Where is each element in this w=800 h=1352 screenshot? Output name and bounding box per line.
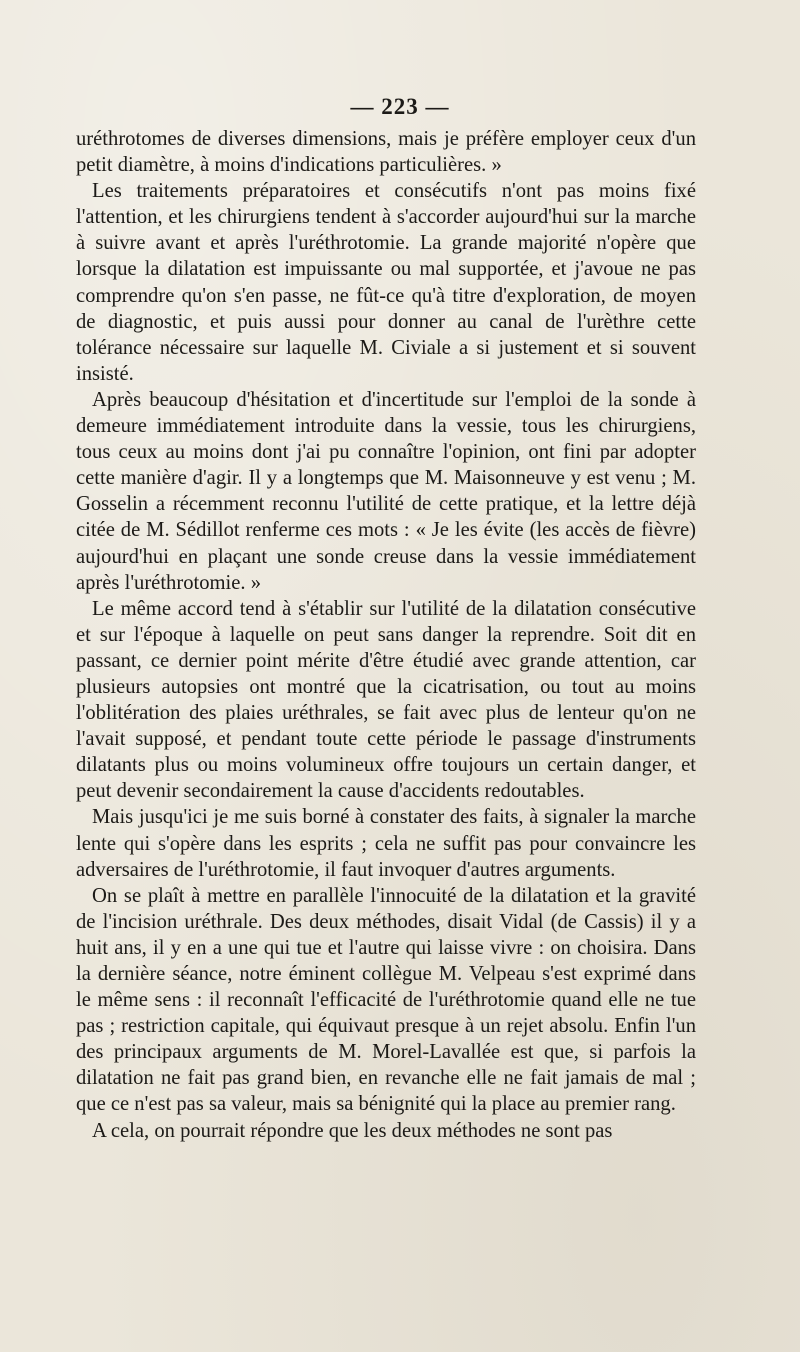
paragraph: A cela, on pourrait répondre que les deux méthodes ne sont pas — [92, 1119, 613, 1142]
paragraph: uréthrotomes de diverses dimensions, mais je préfère employer ceux d'un petit diamètre, à moins d'indications particulières. » — [76, 128, 696, 177]
paragraph: Après beaucoup d'hésitation et d'incertitude sur l'emploi de la sonde à demeure immédiatement introduite dans la vessie, tous les chirurgiens, tous ceux au moins dont j'ai pu connaître l'opinion, ont fini par adopter cette manière d'agir. Il y a longtemps que M. Maisonneuve y est venu ; M. Gosselin a récemment reconnu l'utilité de cette pratique, et la lettre déjà citée de M. Sédillot renferme ces mots : « Je les évite (les accès de fièvre) aujourd'hui en plaçant une sonde creuse dans la vessie immédiatement après l'uréthrotomie. » — [76, 388, 696, 594]
paragraph: Les traitements préparatoires et consécutifs n'ont pas moins fixé l'attention, et les chirurgiens tendent à s'accorder aujourd'hui sur la marche à suivre avant et après l'uréthrotomie. La grande majorité n'opère que lorsque la dilatation est impuissante ou mal supportée, et j'avoue ne pas comprendre qu'on s'en passe, ne fût-ce qu'à titre d'exploration, de moyen de diagnostic, et puis aussi pour donner au canal de l'urèthre cette tolérance nécessaire sur laquelle M. Civiale a si justement et si souvent insisté. — [76, 180, 696, 385]
body-text — [76, 126, 696, 1144]
page-number: — 223 — — [350, 94, 450, 119]
paragraph: Mais jusqu'ici je me suis borné à constater des faits, à signaler la marche lente qui s'opère dans les esprits ; cela ne suffit pas pour convaincre les adversaires de l'uréthrotomie, il faut invoquer d'autres arguments. — [76, 806, 696, 881]
paragraph: Le même accord tend à s'établir sur l'utilité de la dilatation consécutive et sur l'époque à laquelle on peut sans danger la reprendre. Soit dit en passant, ce dernier point mérite d'être étudié avec grande attention, car plusieurs autopsies ont montré que la cicatrisation, ou tout au moins l'oblitération des plaies uréthrales, se fait avec plus de lenteur qu'on ne l'avait supposé, et pendant toute cette période le passage d'instruments dilatants plus ou moins volumineux offre toujours un certain danger, et peut devenir secondairement la cause d'accidents redoutables. — [76, 597, 696, 803]
paragraph: On se plaît à mettre en parallèle l'innocuité de la dilatation et la gravité de l'incision uréthrale. Des deux méthodes, disait Vidal (de Cassis) il y a huit ans, il y en a une qui tue et l'autre qui laisse vivre : on choisira. Dans la dernière séance, notre éminent collègue M. Velpeau s'est exprimé dans le même sens : il reconnaît l'efficacité de l'uréthrotomie quand elle ne tue pas ; restriction capitale, qui équivaut presque à un rejet absolu. Enfin l'un des principaux arguments de M. Morel-Lavallée est que, si parfois la dilatation ne fait pas grand bien, en revanche elle ne fait jamais de mal ; que ce n'est pas sa valeur, mais sa bénignité qui la place au premier rang. — [76, 884, 696, 1116]
